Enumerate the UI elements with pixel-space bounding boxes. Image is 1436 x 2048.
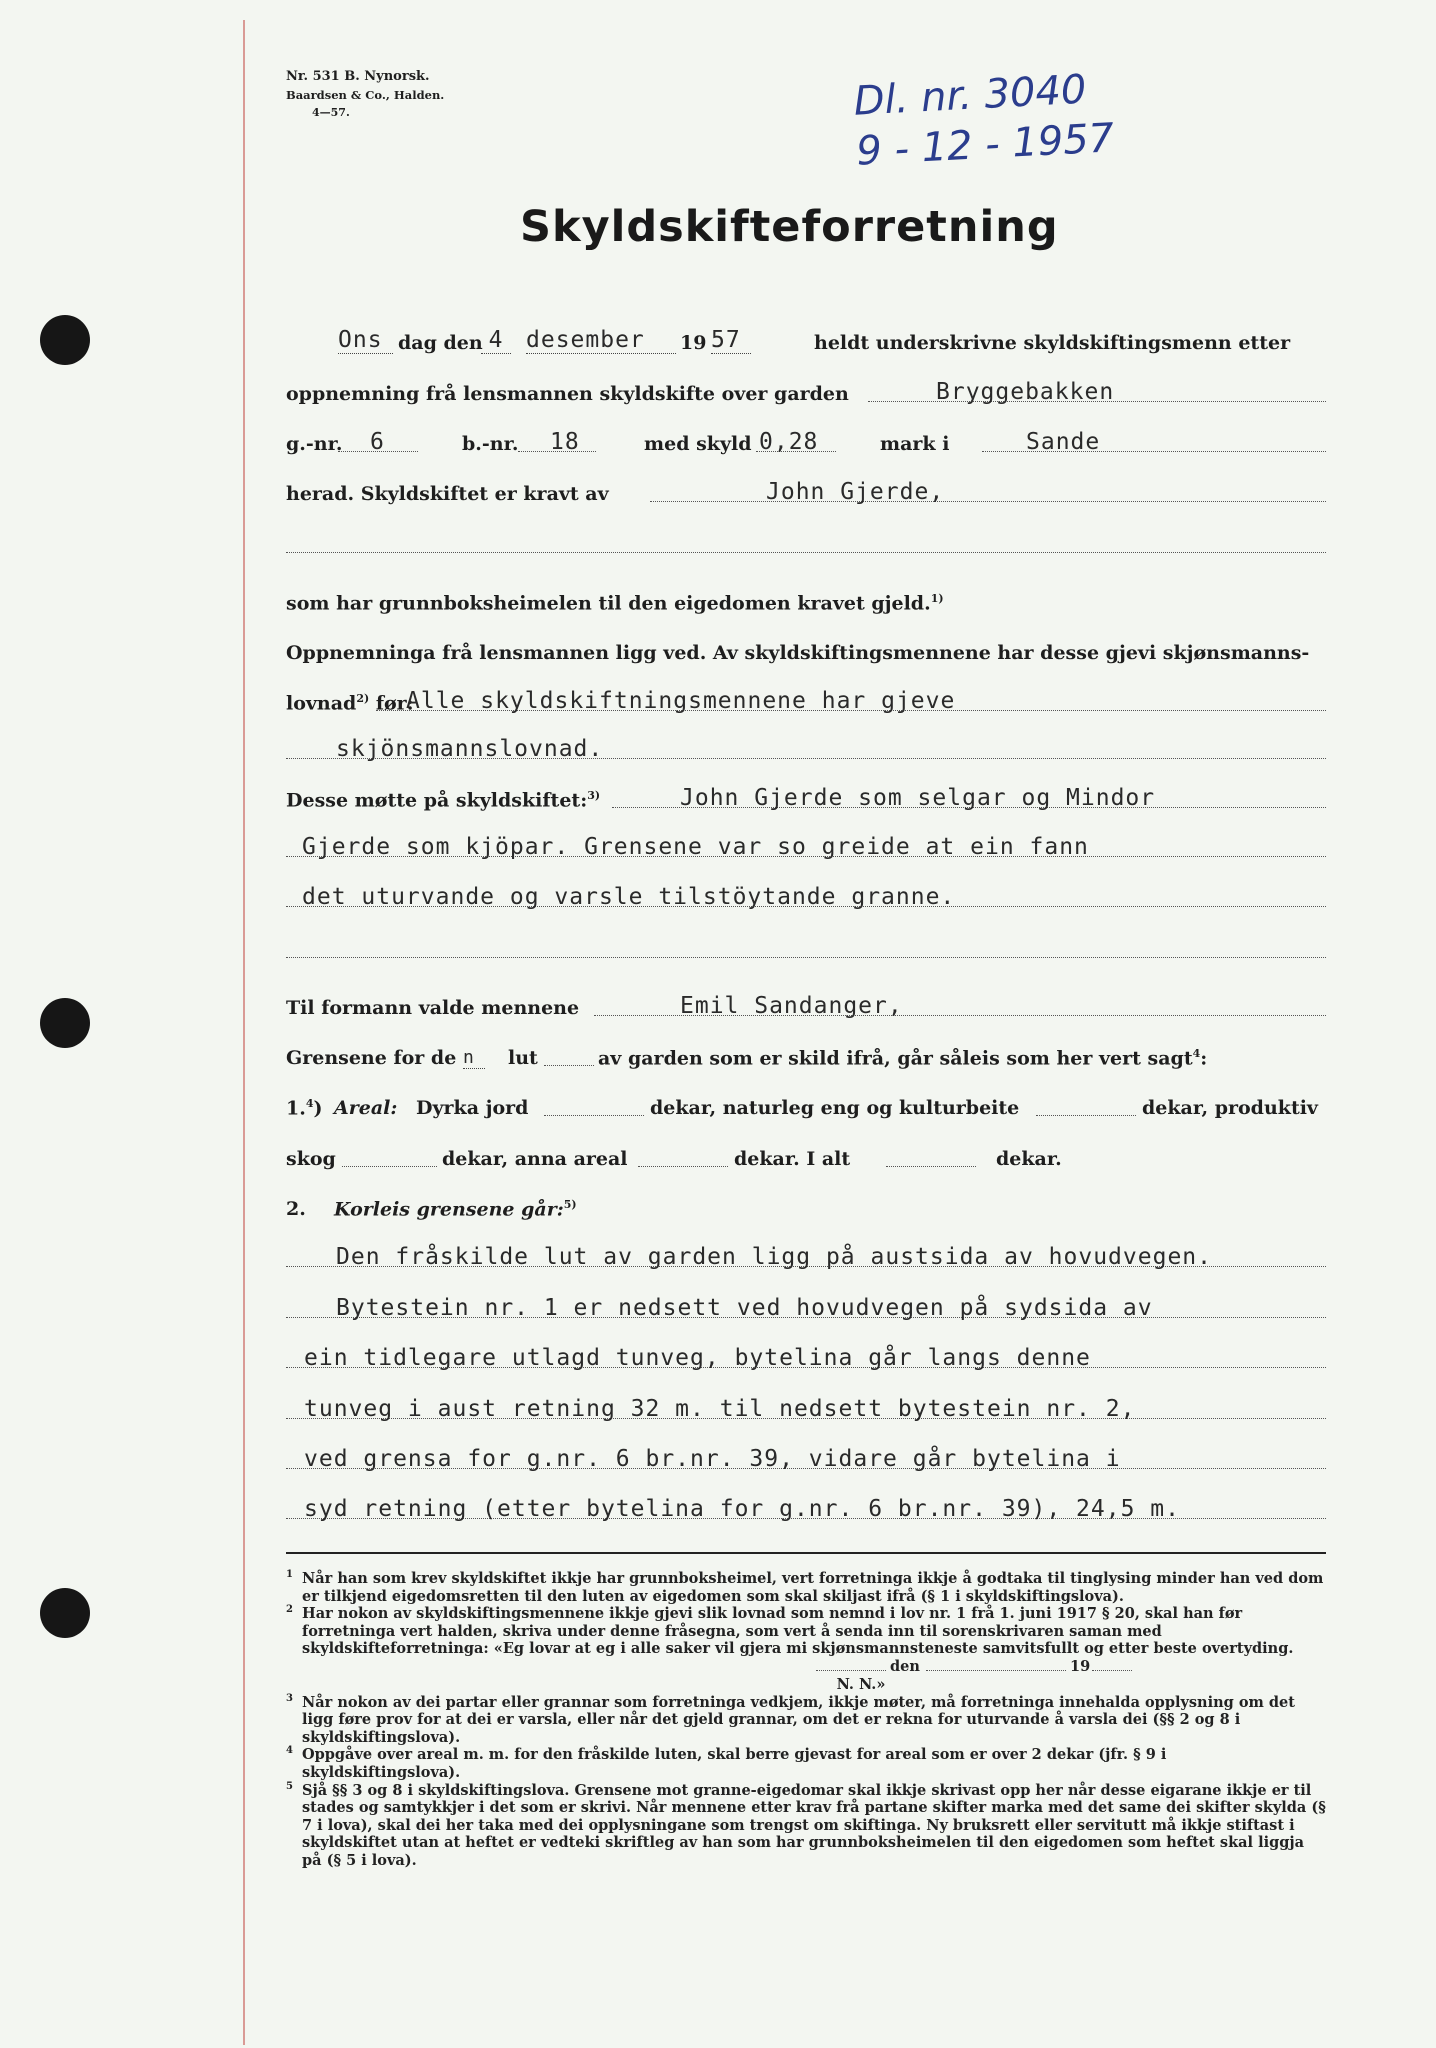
form-line-areal — [286, 1085, 1326, 1125]
boundary-text-2: Bytestein nr. 1 er nedsett ved hovudvegen på sydsida av — [336, 1295, 1153, 1321]
skog-line — [342, 1166, 437, 1167]
label-dag-den: dag den — [398, 332, 483, 354]
form-line-date — [286, 320, 1326, 360]
footnote-2-nn: N. N.» — [836, 1675, 886, 1693]
form-line-lovnad — [286, 680, 1326, 720]
attendees-value-3: det uturvande og varsle tilstöytande granne. — [302, 884, 956, 910]
label-korleis-num: 2. — [286, 1198, 306, 1220]
stamp-number: Dl. nr. 3040 — [852, 66, 1088, 125]
label-oppnemninga: Oppnemninga frå lensmannen ligg ved. Av skyldskiftingsmennene har desse gjevi skjønsmanns- — [286, 642, 1310, 664]
date-month-value: desember — [526, 327, 676, 354]
footnote-5: 5 Sjå §§ 3 og 8 i skyldskiftingslova. Grensene mot granne-eigedomar skal ikkje skrivast opp her når desse eigarane ikkje er til stades og samtykkjer i det som er skrivi. Når mennene etter krav frå partane skifter marka med det same dei skifter skylda (§ 7 i lova), skal dei her taka med dei opplysningane som trengst om skiftinga. Ny bruksrett eller servitutt må ikkje stiftast i skyldskiftet utan at heftet er vedteki skriftleg av han som har grunnboksheimelen til den eigedomen som heftet skal liggja på (§ 5 i lova). — [286, 1780, 1326, 1869]
footnote-4: 4 Oppgåve over areal m. m. for den fråskilde luten, skal berre gjevast for areal som er over 2 dekar (jfr. § 9 i skyldskiftingslova). — [286, 1745, 1167, 1781]
pledge-value-1: Alle skyldskiftningsmennene har gjeve — [406, 688, 956, 714]
label-dekar-anna: dekar, anna areal — [442, 1148, 628, 1170]
bnr-value: 18 — [550, 429, 580, 455]
form-line-foreman — [286, 985, 1326, 1025]
date-day-value: 4 — [481, 327, 511, 354]
registration-stamp — [853, 63, 1116, 176]
label-oppnemning: oppnemning frå lensmannen skyldskifte over garden — [286, 383, 849, 405]
label-grunnbok: som har grunnboksheimelen til den eigedomen kravet gjeld.$^{1)}$ — [286, 591, 944, 614]
label-herad: herad. Skyldskiftet er kravt av — [286, 483, 609, 505]
boundary-text-3: ein tidlegare utlagd tunveg, bytelina går langs denne — [304, 1345, 1091, 1371]
boundary-line-4 — [286, 1388, 1326, 1428]
gnr-value: 6 — [370, 429, 385, 455]
farm-name-value: Bryggebakken — [936, 379, 1115, 405]
label-dekar-produktiv: dekar, produktiv — [1142, 1097, 1318, 1119]
form-line-farm — [286, 371, 1326, 411]
label-grensene-for: Grensene for de — [286, 1047, 457, 1069]
footnote-2: 2 Har nokon av skyldskiftingsmennene ikkje gjevi slik lovnad som nemnd i lov nr. 1 frå 1. juni 1917 § 20, skal han før forretninga vert halden, skriva under denne fråsegna, som vert å senda inn til sorenskrivaren saman med skyldskifteforretninga: «Eg lovar at eg i alle saker vil gjera mi skjønsmannsteneste samvitsfullt og etter beste overtyding. — [286, 1604, 1294, 1658]
label-skyld: med skyld — [644, 433, 752, 455]
label-lovnad: lovnad$^{2)}$ før: — [286, 691, 414, 714]
pledge-value-2: skjönsmannslovnad. — [336, 736, 604, 762]
label-dekar-ialt: dekar. I alt — [734, 1148, 851, 1170]
label-desse: Desse møtte på skyldskiftet:$^{3)}$ — [286, 788, 601, 811]
kulturbeite-line — [1036, 1115, 1136, 1116]
label-bnr: b.-nr. — [462, 433, 519, 455]
foreman-value: Emil Sandanger, — [680, 993, 903, 1019]
printer-info — [286, 68, 444, 122]
attendees-value-1: John Gjerde som selgar og Mindor — [680, 785, 1156, 811]
lut-line — [544, 1065, 594, 1066]
punch-hole — [40, 1588, 90, 1638]
form-line-attendees — [286, 777, 1326, 817]
footnote-1: 1 Når han som krev skyldskiftet ikkje har grunnboksheimel, vert forretninga ikkje å godtaka til tinglysing minder han ved dom er tilkjend eigedomsretten til den luten av eigedomen som skal skiljast ifrå (§ 1 i skyldskiftingslova). — [286, 1569, 1324, 1605]
footnote-3: 3 Når nokon av dei partar eller grannar som forretninga vedkjem, ikkje møter, må forretninga innehalda opplysning om det ligg føre prov for at dei er varsla, eller når det gjeld grannar, om det er rekna for uturvande å varsla dei (§§ 2 og 8 i skyldskiftingslova). — [286, 1692, 1295, 1746]
weekday-value: Ons — [338, 327, 393, 354]
boundary-text-1: Den fråskilde lut av garden ligg på austsida av hovudvegen. — [336, 1244, 1212, 1270]
boundary-text-6: syd retning (etter bytelina for g.nr. 6 br.nr. 39), 24,5 m. — [304, 1496, 1180, 1522]
boundary-line-1 — [286, 1236, 1326, 1276]
print-date: 4—57. — [312, 106, 350, 119]
blank-rule-2 — [286, 957, 1326, 958]
form-number: Nr. 531 B. Nynorsk. — [286, 69, 430, 84]
boundary-text-4: tunveg i aust retning 32 m. til nedsett bytestein nr. 2, — [304, 1396, 1136, 1422]
punch-hole — [40, 315, 90, 365]
dyrka-line — [544, 1115, 644, 1116]
label-formann: Til formann valde mennene — [286, 997, 580, 1019]
boundary-line-3 — [286, 1337, 1326, 1377]
printer-name: Baardsen & Co., Halden. — [286, 88, 445, 102]
label-dyrka: Dyrka jord — [416, 1097, 529, 1119]
form-line-skog — [286, 1136, 1326, 1176]
label-lut: lut — [508, 1047, 538, 1069]
label-areal-num: 1.$^4$) — [286, 1096, 323, 1119]
label-areal: Areal: — [334, 1097, 398, 1119]
footnotes — [286, 1570, 1326, 1870]
label-mark-i: mark i — [880, 433, 950, 455]
label-av-garden: av garden som er skild ifrå, går såleis som her vert sagt$^4$: — [598, 1046, 1208, 1069]
label-year-prefix: 19 — [680, 332, 707, 354]
form-line-grensene — [286, 1035, 1326, 1075]
form-line-requester — [286, 471, 1326, 511]
municipality-value: Sande — [1026, 429, 1101, 455]
margin-line — [243, 20, 245, 2045]
footnote-2-signature: den 19 — [286, 1658, 1326, 1676]
blank-rule — [286, 552, 1326, 553]
punch-hole — [40, 998, 90, 1048]
lut-fill-value: n — [463, 1047, 485, 1069]
label-skog: skog — [286, 1148, 336, 1170]
label-heldt: heldt underskrivne skyldskiftingsmenn etter — [814, 332, 1291, 354]
footnote-divider — [286, 1552, 1326, 1554]
requester-value: John Gjerde, — [766, 479, 945, 505]
boundary-line-2 — [286, 1287, 1326, 1327]
form-line-gnr — [286, 421, 1326, 461]
ialt-line — [886, 1166, 976, 1167]
form-line-korleis — [286, 1186, 1326, 1226]
form-line-grunnbok — [286, 580, 1326, 620]
label-dekar: dekar. — [996, 1148, 1062, 1170]
form-line-attendees-2 — [286, 826, 1326, 866]
attendees-value-2: Gjerde som kjöpar. Grensene var so greide at ein fann — [302, 834, 1089, 860]
boundary-line-6 — [286, 1488, 1326, 1528]
form-line-lovnad-2 — [286, 728, 1326, 768]
document-title: Skyldskifteforretning — [520, 202, 1059, 252]
requester-line — [650, 501, 1326, 502]
year-value: 57 — [711, 327, 751, 354]
form-line-oppnemninga — [286, 630, 1326, 670]
stamp-date: 9 - 12 - 1957 — [855, 115, 1116, 175]
label-korleis: Korleis grensene går:$^{5)}$ — [334, 1197, 577, 1220]
label-dekar-naturleg: dekar, naturleg eng og kulturbeite — [650, 1097, 1020, 1119]
skyld-value: 0,28 — [759, 429, 819, 455]
boundary-text-5: ved grensa for g.nr. 6 br.nr. 39, vidare går bytelina i — [304, 1446, 1121, 1472]
boundary-line-5 — [286, 1438, 1326, 1478]
label-gnr: g.-nr. — [286, 433, 343, 455]
anna-line — [638, 1166, 728, 1167]
form-line-attendees-3 — [286, 876, 1326, 916]
